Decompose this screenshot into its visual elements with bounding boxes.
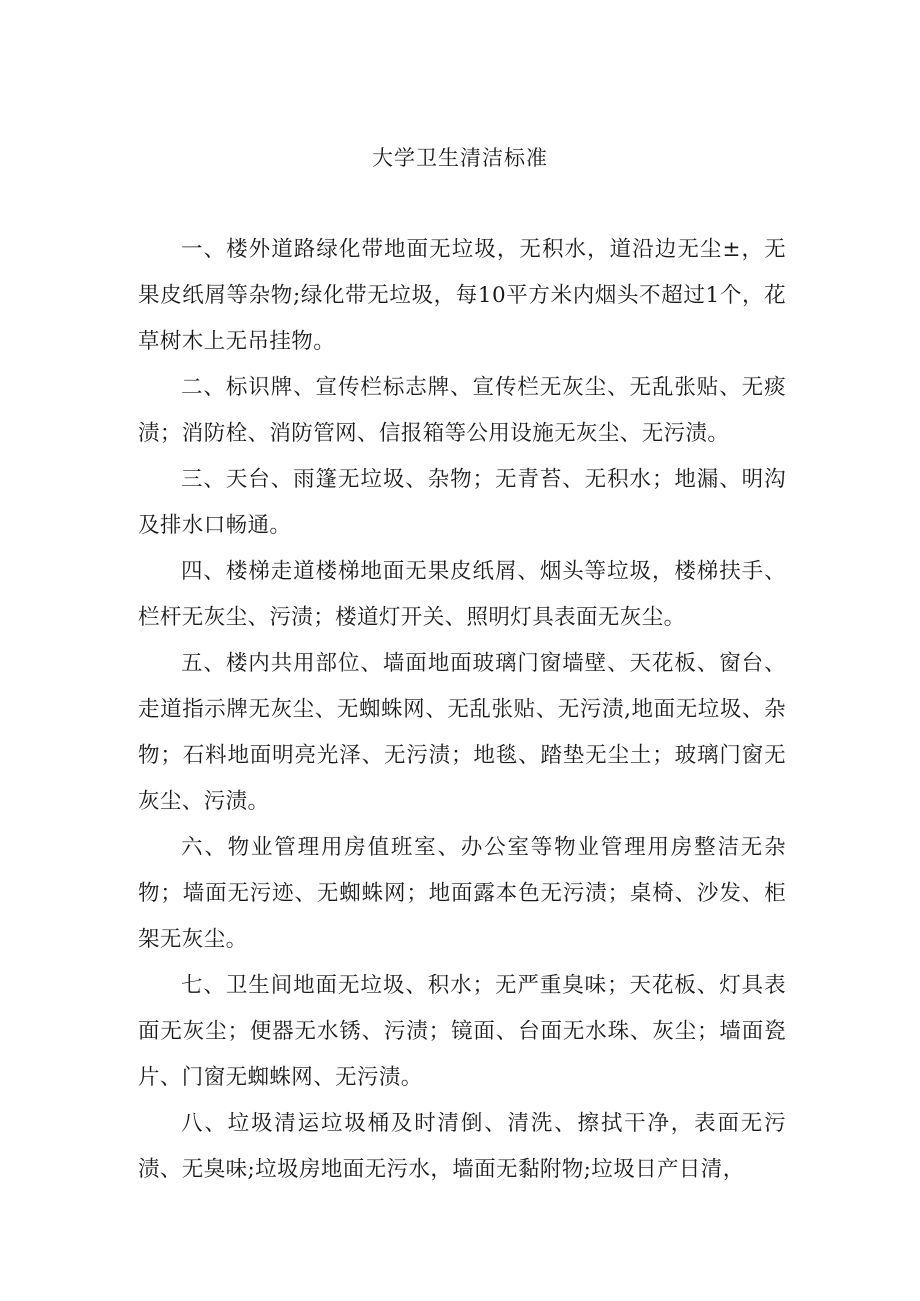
paragraph-1: 一、楼外道路绿化带地面无垃圾，无积水，道沿边无尘±，无果皮纸屑等杂物;绿化带无垃圾，每10平方米内烟头不超过1个，花草树木上无吊挂物。 (138, 237, 786, 354)
paragraph-7: 七、卫生间地面无垃圾、积水；无严重臭味；天花板、灯具表面无灰尘；便器无水锈、污渍；镜面、台面无水珠、灰尘；墙面瓷片、门窗无蜘蛛网、无污渍。 (138, 973, 786, 1090)
paragraph-5: 五、楼内共用部位、墙面地面玻璃门窗墙壁、天花板、窗台、走道指示牌无灰尘、无蜘蛛网、无乱张贴、无污渍,地面无垃圾、杂物；石料地面明亮光泽、无污渍；地毯、踏垫无尘土；玻璃门窗无灰尘、污渍。 (138, 651, 786, 814)
paragraph-3: 三、天台、雨篷无垃圾、杂物；无青苔、无积水；地漏、明沟及排水口畅通。 (138, 467, 786, 538)
document-title: 大学卫生清洁标准 (372, 146, 548, 170)
paragraph-2: 二、标识牌、宣传栏标志牌、宣传栏无灰尘、无乱张贴、无痰渍；消防栓、消防管网、信报箱等公用设施无灰尘、无污渍。 (138, 375, 786, 446)
paragraph-8: 八、垃圾清运垃圾桶及时清倒、清洗、擦拭干净，表面无污渍、无臭味;垃圾房地面无污水，墙面无黏附物;垃圾日产日清， (138, 1111, 786, 1182)
document-body (138, 227, 786, 1193)
paragraph-4: 四、楼梯走道楼梯地面无果皮纸屑、烟头等垃圾，楼梯扶手、栏杆无灰尘、污渍；楼道灯开关、照明灯具表面无灰尘。 (138, 559, 786, 630)
paragraph-6: 六、物业管理用房值班室、办公室等物业管理用房整洁无杂物；墙面无污迹、无蜘蛛网；地面露本色无污渍；桌椅、沙发、柜架无灰尘。 (138, 835, 786, 952)
